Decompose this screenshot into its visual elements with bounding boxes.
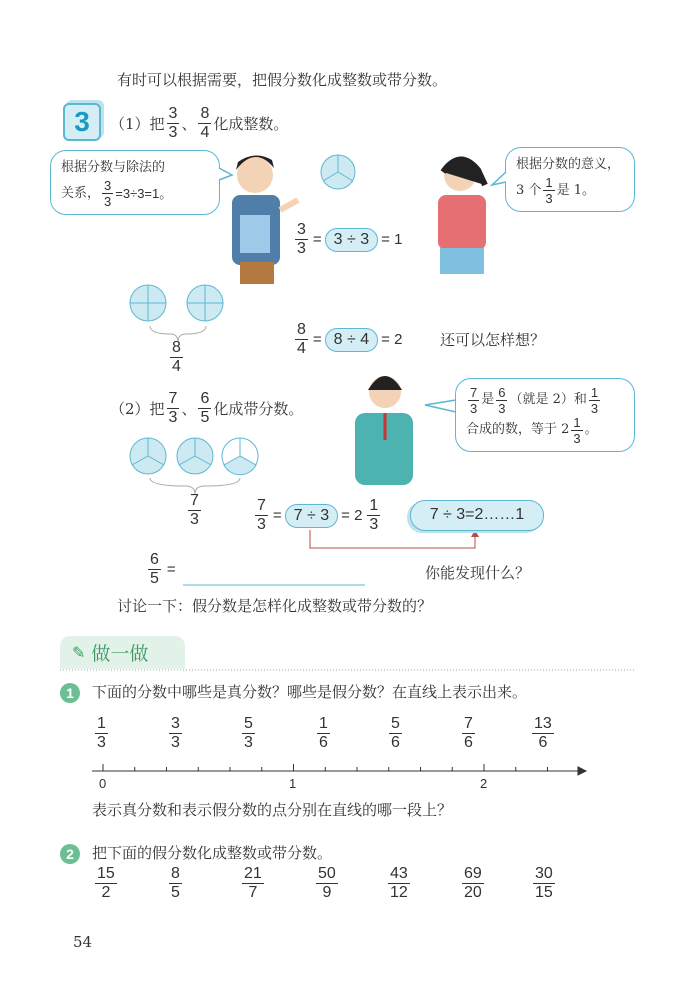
fraction: $\frac{30}{15}$ [535, 865, 553, 901]
fraction: $\frac{5}{3}$ [244, 715, 253, 751]
example-badge: 3 [63, 103, 101, 141]
discuss-prompt: 讨论一下：假分数是怎样化成整数或带分数的？ [117, 597, 433, 615]
fraction-item [314, 866, 340, 901]
girl-illustration [438, 159, 486, 274]
fraction: $\frac{69}{20}$ [464, 865, 482, 901]
fraction-item [167, 716, 184, 751]
circles-thirds [130, 438, 258, 494]
discover-prompt: 你能发现什么？ [425, 564, 531, 582]
title: 做一做 [91, 643, 149, 665]
fraction-item [315, 716, 332, 751]
sep: 、 [181, 114, 197, 133]
speech-bubble-boy: 根据分数与除法的 关系， $\frac{3}{3}$ =3÷3=1。 [50, 150, 220, 215]
page-number: 54 [73, 933, 93, 951]
fraction: $\frac{5}{6}$ [391, 715, 400, 751]
part2-question: （2）把 7 3 、 6 5 化成带分数。 [110, 390, 304, 426]
intro-text: 有时可以根据需要，把假分数化成整数或带分数。 [117, 71, 448, 89]
brace-fraction-8-4: $\frac{8}{4}$ [172, 339, 181, 375]
fraction: $\frac{1}{6}$ [319, 715, 328, 751]
equation-6-5: $\frac{6}{5}$ = [150, 551, 176, 587]
fraction-item [531, 866, 557, 901]
fraction: $\frac{50}{9}$ [318, 865, 336, 901]
fraction: 8 4 [200, 105, 210, 141]
fraction: $\frac{15}{2}$ [97, 865, 115, 901]
line: 根据分数的意义， [516, 157, 621, 172]
tail: 化成整数。 [213, 114, 289, 133]
boy-illustration [232, 155, 298, 284]
think-prompt: 还可以怎样想？ [440, 331, 546, 349]
fraction-item [93, 866, 119, 901]
line: 根据分数与除法的 [61, 160, 166, 175]
circle-thirds-full [321, 155, 355, 189]
speech-bubble-girl: 根据分数的意义， 3 个 1 3 是 1。 [505, 147, 635, 212]
label: （1）把 [110, 114, 165, 133]
axis-label: 1 [289, 776, 297, 791]
division-box: 7 ÷ 3=2……1 [410, 500, 544, 531]
axis-label: 2 [480, 776, 488, 791]
q1-text: 下面的分数中哪些是真分数？哪些是假分数？在直线上表示出来。 [92, 683, 528, 701]
fraction: $\frac{1}{3}$ [97, 715, 106, 751]
fraction: $\frac{8}{5}$ [171, 865, 180, 901]
speech-bubble-girl2: 7 3 是 6 3 （就是 2）和 1 3 合成的数，等于 2 1 3 。 [455, 378, 635, 452]
fraction-item [530, 716, 556, 751]
circles-quarters [130, 285, 223, 342]
fraction-item [460, 716, 477, 751]
fraction-item [93, 716, 110, 751]
equation-3-3: $\frac{3}{3}$ = 3 ÷ 3 = 1 [297, 221, 403, 257]
question-number-1: 1 [60, 683, 80, 703]
fraction-item [387, 716, 404, 751]
fraction: 3 3 [168, 105, 178, 141]
fraction-item [386, 866, 412, 901]
fraction-item [240, 716, 257, 751]
fraction-item [167, 866, 184, 901]
pencil-icon: ✎ [72, 643, 86, 662]
fraction: $\frac{43}{12}$ [390, 865, 408, 901]
fraction-item [460, 866, 486, 901]
brace-fraction-7-3: $\frac{7}{3}$ [190, 492, 199, 528]
fraction: $\frac{21}{7}$ [244, 865, 262, 901]
fraction: $\frac{13}{6}$ [534, 715, 552, 751]
q1-follow-up: 表示真分数和表示假分数的点分别在直线的哪一段上？ [92, 801, 453, 819]
q2-text: 把下面的假分数化成整数或带分数。 [92, 844, 333, 862]
axis-label: 0 [99, 776, 107, 791]
fraction: $\frac{7}{6}$ [464, 715, 473, 751]
fraction: $\frac{3}{3}$ [171, 715, 180, 751]
practice-header [60, 636, 185, 669]
question-number-2: 2 [60, 844, 80, 864]
fraction-item [240, 866, 266, 901]
equation-7-3: $\frac{7}{3}$ = 7 ÷ 3 = 2 1 3 [257, 497, 379, 533]
girl2-illustration [355, 376, 413, 485]
equation-8-4: $\frac{8}{4}$ = 8 ÷ 4 = 2 [297, 321, 403, 357]
number-line [92, 764, 586, 775]
